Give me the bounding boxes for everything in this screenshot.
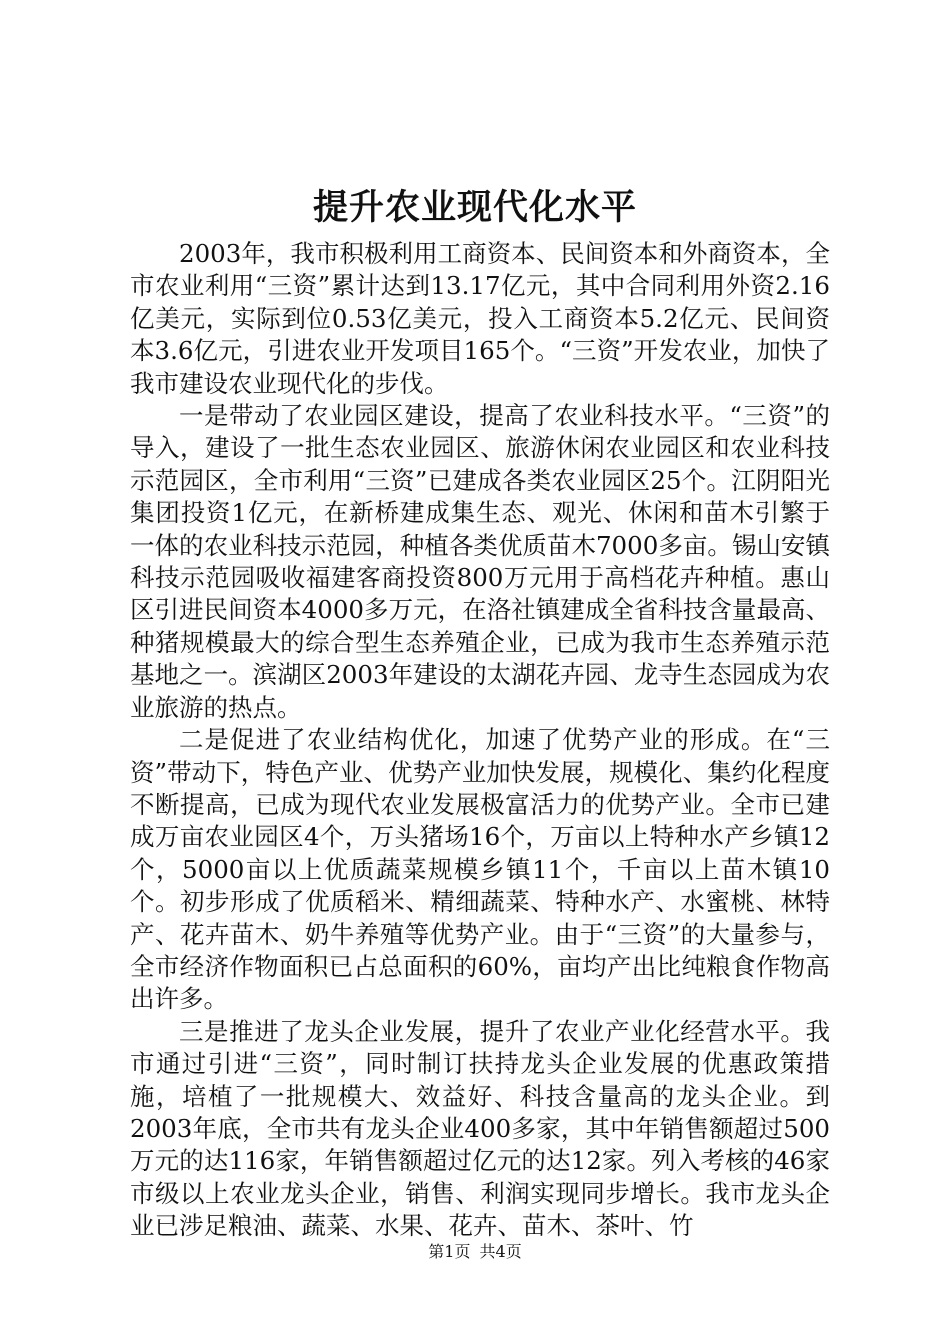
paragraph-point-two: 二是促进了农业结构优化，加速了优势产业的形成。在“三资”带动下，特色产业、优势产业加快发展，规模化、集约化程度不断提高，已成为现代农业发展极富活力的优势产业。全市已建成万亩农业园区4个，万头猪场16个，万亩以上特种水产乡镇12个，5000亩以上优质蔬菜规模乡镇11个，千亩以上苗木镇10个。初步形成了优质稻米、精细蔬菜、特种水产、水蜜桃、林特产、花卉苗木、奶牛养殖等优势产业。由于“三资”的大量参与，全市经济作物面积已占总面积的60%，亩均产出比纯粮食作物高出许多。 (130, 725, 830, 1014)
paragraph-intro: 2003年，我市积极利用工商资本、民间资本和外商资本，全市农业利用“三资”累计达到13.17亿元，其中合同利用外资2.16亿美元，实际到位0.53亿美元，投入工商资本5.2亿元、民间资本3.6亿元，引进农业开发项目165个。“三资”开发农业，加快了我市建设农业现代化的步伐。 (130, 239, 830, 398)
paragraph-point-three: 三是推进了龙头企业发展，提升了农业产业化经营水平。我市通过引进“三资”，同时制订扶持龙头企业发展的优惠政策措施，培植了一批规模大、效益好、科技含量高的龙头企业。到2003年底，全市共有龙头企业400多家，其中年销售额超过500万元的达116家，年销售额超过亿元的达12家。列入考核的46家市级以上农业龙头企业，销售、利润实现同步增长。我市龙头企业已涉足粮油、蔬菜、水果、花卉、苗木、茶叶、竹 (130, 1016, 830, 1241)
page-footer (0, 1240, 950, 1264)
document-title: 提升农业现代化水平 (312, 187, 637, 228)
page-number: 第1页 (428, 1242, 471, 1261)
paragraph-point-one: 一是带动了农业园区建设，提高了农业科技水平。“三资”的导入，建设了一批生态农业园区、旅游休闲农业园区和农业科技示范园区，全市利用“三资”已建成各类农业园区25个。江阴阳光集团投资1亿元，在新桥建成集生态、观光、休闲和苗木引繁于一体的农业科技示范园，种植各类优质苗木7000多亩。锡山安镇科技示范园吸收福建客商投资800万元用于高档花卉种植。惠山区引进民间资本4000多万元，在洛社镇建成全省科技含量最高、种猪规模最大的综合型生态养殖企业，已成为我市生态养殖示范基地之一。滨湖区2003年建设的太湖花卉园、龙寺生态园成为农业旅游的热点。 (130, 401, 830, 722)
page-total: 共4页 (479, 1242, 522, 1261)
document-body (130, 238, 830, 1243)
